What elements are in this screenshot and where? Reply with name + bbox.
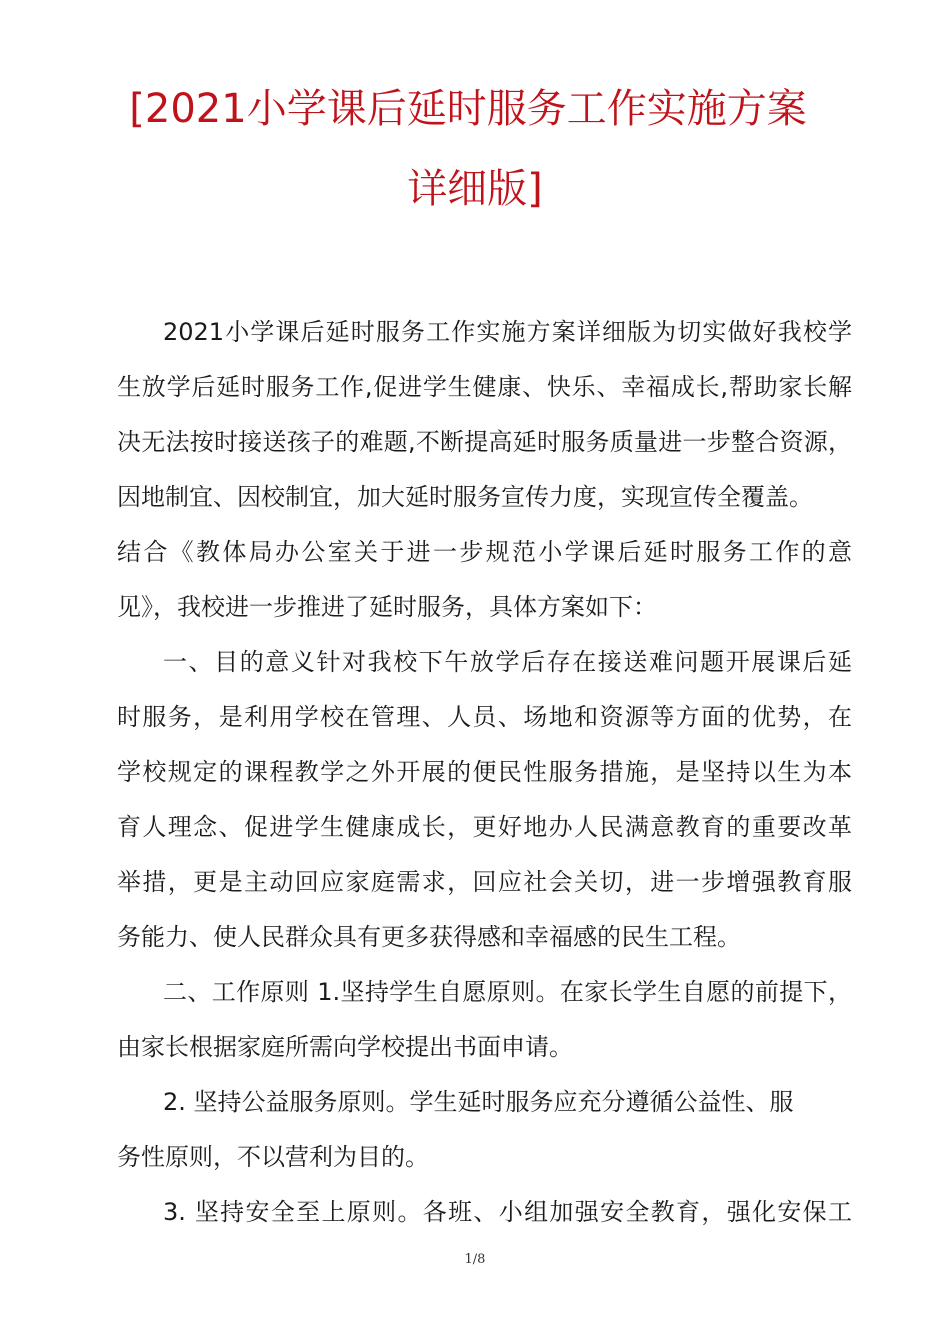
body-line: 时服务，是利用学校在管理、人员、场地和资源等方面的优势，在 [117, 703, 852, 731]
body-line: 务性原则，不以营利为目的。 [117, 1143, 429, 1171]
page-number: 1/8 [464, 1252, 486, 1267]
body-line: 由家长根据家庭所需向学校提出书面申请。 [117, 1033, 573, 1061]
body-line: 务能力、使人民群众具有更多获得感和幸福感的民生工程。 [117, 923, 741, 951]
document-title-line-2: 详细版] [407, 166, 543, 212]
body-line: 一、目的意义针对我校下午放学后存在接送难问题开展课后延 [163, 648, 852, 676]
body-line: 生放学后延时服务工作,促进学生健康、快乐、幸福成长,帮助家长解 [117, 373, 852, 401]
body-line: 结合《教体局办公室关于进一步规范小学课后延时服务工作的意 [117, 538, 852, 566]
body-line: 举措，更是主动回应家庭需求，回应社会关切，进一步增强教育服 [117, 868, 852, 896]
body-line: 决无法按时接送孩子的难题,不断提高延时服务质量进一步整合资源， [117, 428, 852, 456]
body-line: 学校规定的课程教学之外开展的便民性服务措施，是坚持以生为本 [117, 758, 852, 786]
body-line: 见》，我校进一步推进了延时服务，具体方案如下： [117, 593, 657, 621]
body-line: 二、工作原则 1.坚持学生自愿原则。在家长学生自愿的前提下， [163, 978, 852, 1006]
body-line: 因地制宜、因校制宜，加大延时服务宣传力度，实现宣传全覆盖。 [117, 483, 813, 511]
document-title-line-1: [2021小学课后延时服务工作实施方案 [129, 86, 807, 132]
body-line: 育人理念、促进学生健康成长，更好地办人民满意教育的重要改革 [117, 813, 852, 841]
body-line: 3. 坚持安全至上原则。各班、小组加强安全教育，强化安保工 [163, 1198, 852, 1226]
body-line: 2. 坚持公益服务原则。学生延时服务应充分遵循公益性、服 [163, 1088, 794, 1116]
body-line: 2021小学课后延时服务工作实施方案详细版为切实做好我校学 [163, 318, 852, 346]
